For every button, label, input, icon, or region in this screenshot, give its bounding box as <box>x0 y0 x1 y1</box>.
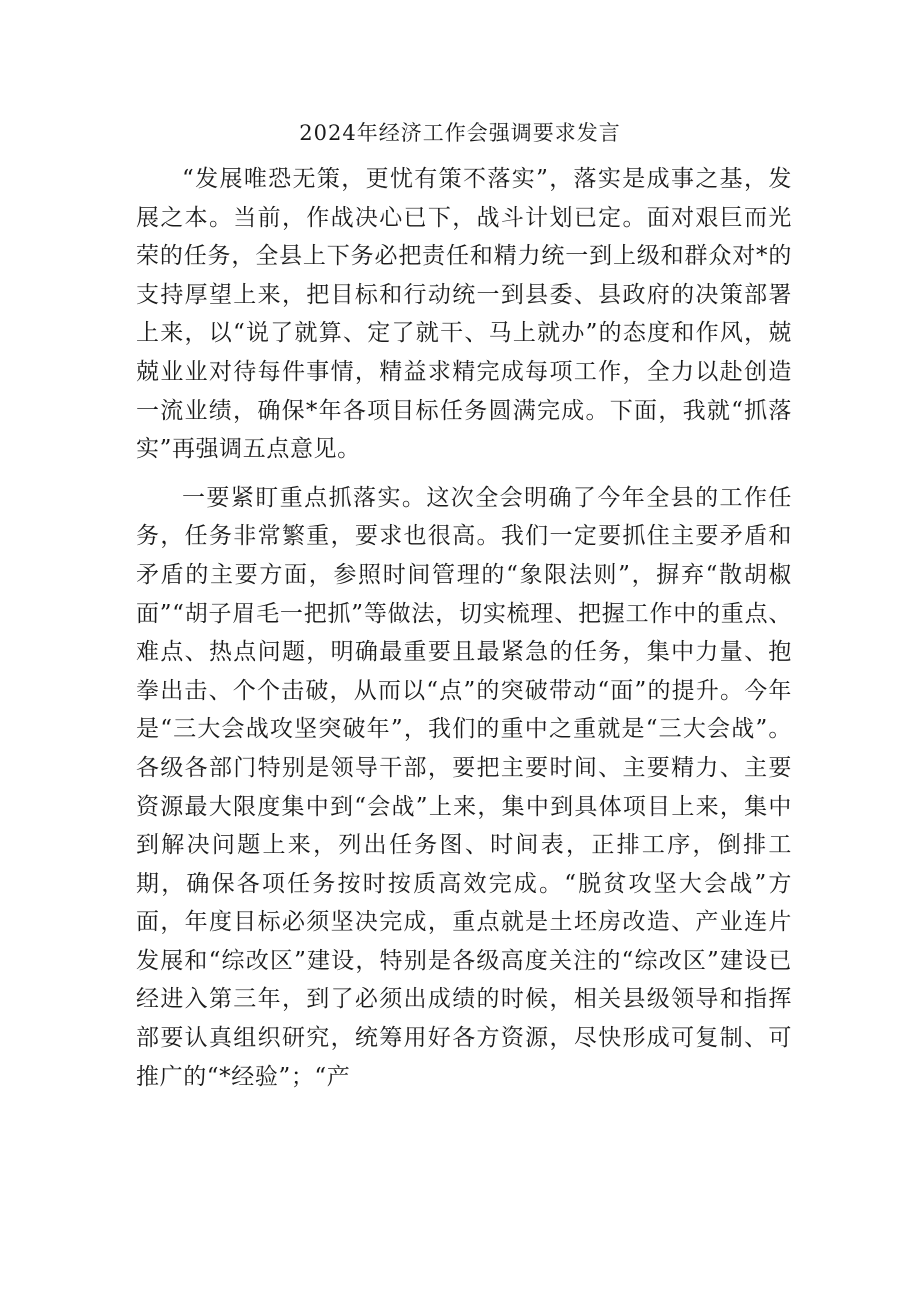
document-body <box>136 160 792 1096</box>
document-title: 2024年经济工作会强调要求发言 <box>299 121 621 145</box>
paragraph-point-one: 一要紧盯重点抓落实。这次全会明确了今年全县的工作任务，任务非常繁重，要求也很高。我们一定要抓住主要矛盾和矛盾的主要方面，参照时间管理的“象限法则”，摒弃“散胡椒面”“胡子眉毛一把抓”等做法，切实梳理、把握工作中的重点、难点、热点问题，明确最重要且最紧急的任务，集中力量、抱拳出击、个个击破，从而以“点”的突破带动“面”的提升。今年是“三大会战攻坚突破年”，我们的重中之重就是“三大会战”。各级各部门特别是领导干部，要把主要时间、主要精力、主要资源最大限度集中到“会战”上来，集中到具体项目上来，集中到解决问题上来，列出任务图、时间表，正排工序，倒排工期，确保各项任务按时按质高效完成。“脱贫攻坚大会战”方面，年度目标必须坚决完成，重点就是土坯房改造、产业连片发展和“综改区”建设，特别是各级高度关注的“综改区”建设已经进入第三年，到了必须出成绩的时候，相关县级领导和指挥部要认真组织研究，统筹用好各方资源，尽快形成可复制、可推广的“*经验”；“产 <box>136 484 792 1090</box>
paragraph-intro: “发展唯恐无策，更忧有策不落实”，落实是成事之基，发展之本。当前，作战决心已下，战斗计划已定。面对艰巨而光荣的任务，全县上下务必把责任和精力统一到上级和群众对*的支持厚望上来，把目标和行动统一到县委、县政府的决策部署上来，以“说了就算、定了就干、马上就办”的态度和作风，兢兢业业对待每件事情，精益求精完成每项工作，全力以赴创造一流业绩，确保*年各项目标任务圆满完成。下面，我就“抓落实”再强调五点意见。 <box>136 166 792 463</box>
